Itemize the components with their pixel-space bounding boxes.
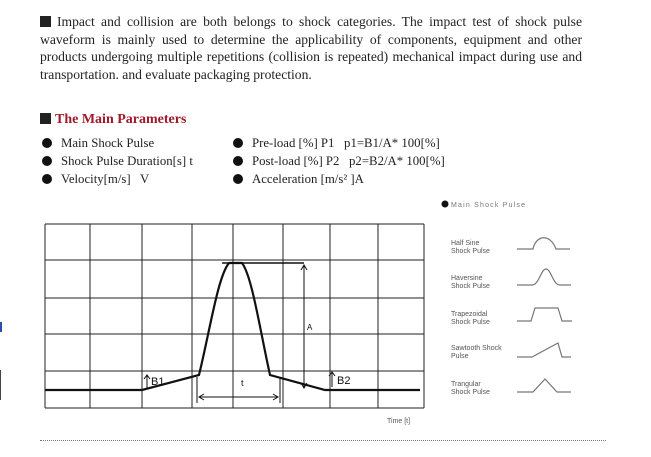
pulse-type-name: Trangular [451, 381, 481, 388]
b1-label: B1 [151, 376, 165, 388]
trapezoidal-icon [517, 308, 572, 321]
pulse-types-panel [442, 201, 573, 397]
pulse-type-name: Shock Pulse [451, 319, 490, 326]
intro-text: Impact and collision are both belongs to shock categories. The impact test of shock pulse waveform is mainly used to determine the applicability of components, equipment and other products undergoing multiple repetitions (collision is repeated) mechanical impact during use and transportation. and evaluate packaging protection. [40, 14, 582, 82]
triangular-icon [517, 379, 571, 392]
pulse-type-name: Pulse [451, 353, 469, 360]
parameter-label: Post-load [%] P2 p2=B2/A* 100[%] [252, 154, 445, 168]
bullet-icon [442, 201, 449, 208]
pulse-type-name: Haversine [451, 275, 483, 282]
duration-label: t [241, 378, 244, 388]
pulse-type-name: Half Sine [451, 240, 480, 247]
pulse-types-heading: Main Shock Pulse [451, 202, 527, 209]
pulse-type-name: Sawtooth Shock [451, 345, 502, 352]
pulse-type-name: Shock Pulse [451, 248, 490, 255]
pulse-type-name: Shock Pulse [451, 283, 490, 290]
diagram-grid [45, 224, 424, 408]
sawtooth-icon [517, 343, 571, 357]
b2-label: B2 [337, 375, 351, 387]
main-parameters-title: The Main Parameters [55, 112, 187, 127]
parameter-label: Main Shock Pulse [61, 136, 155, 150]
parameter-label: Acceleration [m/s² ]A [252, 172, 364, 186]
haversine-icon [517, 269, 571, 285]
pulse-type-name: Trapezoidal [451, 311, 488, 318]
half-sine-icon [517, 238, 570, 249]
parameter-label: Shock Pulse Duration[s] t [61, 154, 193, 168]
parameter-label: Pre-load [%] P1 p1=B1/A* 100[%] [252, 136, 440, 150]
amplitude-label: A [307, 323, 313, 332]
time-axis-label: Time [t] [387, 418, 411, 425]
dotted-divider [40, 440, 606, 441]
pulse-type-name: Shock Pulse [451, 389, 490, 396]
parameter-label: Velocity[m/s] V [61, 172, 150, 186]
